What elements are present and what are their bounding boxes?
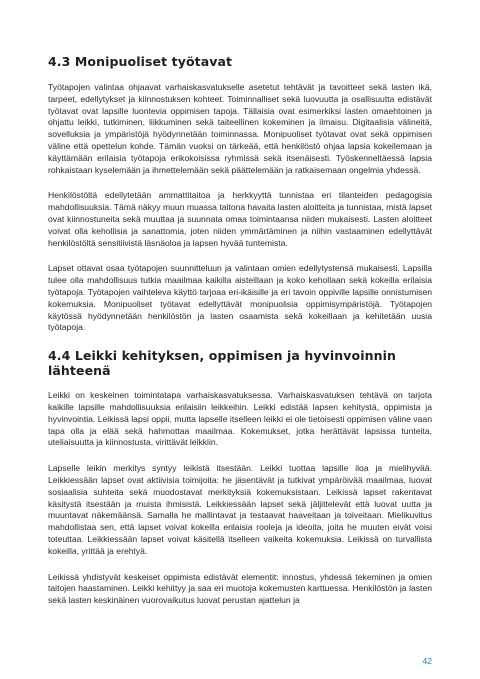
paragraph: Lapset ottavat osaa työtapojen suunnitteluun ja valintaan omien edellytystensä mukaisesti. Lapsilla tulee olla mahdollisuus tutkia maailmaa kaikilla aisteillaan ja koko kehollaan sekä kokeilla erilaisia työtapoja. Työtapojen vaihteleva käyttö tarjoaa eri-ikäisille ja eri tavoin oppiville lapsille onnistumisen kokemuksia. Monipuoliset työtavat edellyttävät monipuolisia oppimisympäristöjä. Työtapojen käytössä hyödynnetään henkilöstön ja lasten osaamista sekä kokeillaan ja kehitetään uusia työtapoja.	[48, 263, 432, 333]
paragraph: Leikki on keskeinen toimintatapa varhaiskasvatuksessa. Varhaiskasvatuksen tehtävä on tarjota kaikille lapsille mahdollisuuksia erilaisiin leikkeihin. Leikki edistää lapsen kehitystä, oppimista ja hyvinvointia. Leikissä lapsi oppii, mutta lapselle itselleen leikki ei ole tietoisesti oppimisen väline vaan tapa olla ja elää sekä hahmottaa maailmaa. Kokemukset, jotka herättävät lapsissa tunteita, uteliaisuutta ja kiinnostusta, virittävät leikkiin.	[48, 390, 432, 448]
paragraph: Leikissä yhdistyvät keskeiset oppimista edistävät elementit: innostus, yhdessä tekeminen ja omien taitojen haastaminen. Leikki kehittyy ja saa eri muotoja kokemusten karttuessa. Henkilöstön ja lasten sekä lasten keskinäinen vuorovaikutus luovat perustan ajattelun ja	[48, 571, 432, 606]
page-number: 42	[422, 656, 432, 666]
paragraph: Työtapojen valintaa ohjaavat varhaiskasvatukselle asetetut tehtävät ja tavoitteet sekä lasten ikä, tarpeet, edellytykset ja kiinnostuksen kohteet. Toiminnalliset sekä luovuutta ja osallisuutta edistävät työtavat ovat lapsille luontevia oppimisen tapoja. Tällaisia ovat esimerkiksi lasten omaehtoinen ja ohjattu leikki, tutkiminen, liikkuminen sekä taiteellinen kokeminen ja ilmaisu. Digitaalisia välineitä, sovelluksia ja ympäristöjä hyödynnetään toiminnassa. Monipuoliset työtavat ovat sekä oppimisen väline että opettelun kohde. Tämän vuoksi on tärkeää, että henkilöstö ohjaa lapsia kokeilemaan ja käyttämään erilaisia työtapoja erikokoisissa ryhmissä sekä itsenäisesti. Työskenneltäessä lapsia rohkaistaan kyselemään ja ihmettelemään sekä päättelemään ja ratkaisemaan ongelmia yhdessä.	[48, 82, 432, 175]
section-heading-4-3: 4.3 Monipuoliset työtavat	[48, 54, 233, 69]
paragraph: Lapselle leikin merkitys syntyy leikistä itsestään. Leikki tuottaa lapsille iloa ja mielihyvää. Leikkiessään lapset ovat aktiivisia toimijoita: he jäsentävät ja tutkivat ympäröivää maailmaa, luovat sosiaalisia suhteita sekä muodostavat merkityksiä kokemuksistaan. Leikissä lapset rakentavat käsitystä itsestään ja muista ihmisistä. Leikkiessään lapset sekä jäljittelevät että luovat uutta ja muuntavat näkemäänsä. Samalla he mallintavat ja testaavat haaveitaan ja toiveitaan. Mielikuvitus mahdollistaa sen, että lapset voivat kokeilla erilaisia rooleja ja ideoita, joita he muuten eivät voisi toteuttaa. Leikkiessään lapset voivat käsitellä itselleen vaikeita kokemuksia. Leikissä on turvallista kokeilla, yrittää ja erehtyä.	[48, 463, 432, 556]
document-page	[48, 40, 432, 621]
paragraph: Henkilöstöltä edellytetään ammattitaitoa ja herkkyyttä tunnistaa eri tilanteiden pedagogisia mahdollisuuksia. Tämä näkyy muun muassa taitona havaita lasten aloitteita ja tunnistaa, mistä lapset ovat kiinnostuneita sekä muuttaa ja suunnata omaa toimintaansa niiden mukaisesti. Lasten aloitteet voivat olla kehollisia ja sanattomia, joten niiden ymmärtäminen ja niihin vastaaminen edellyttävät henkilöstöltä sensitiivistä läsnäoloa ja lapsen hyvää tuntemista.	[48, 190, 432, 248]
section-heading-4-4: 4.4 Leikki kehityksen, oppimisen ja hyvinvoinnin lähteenä	[48, 348, 396, 379]
